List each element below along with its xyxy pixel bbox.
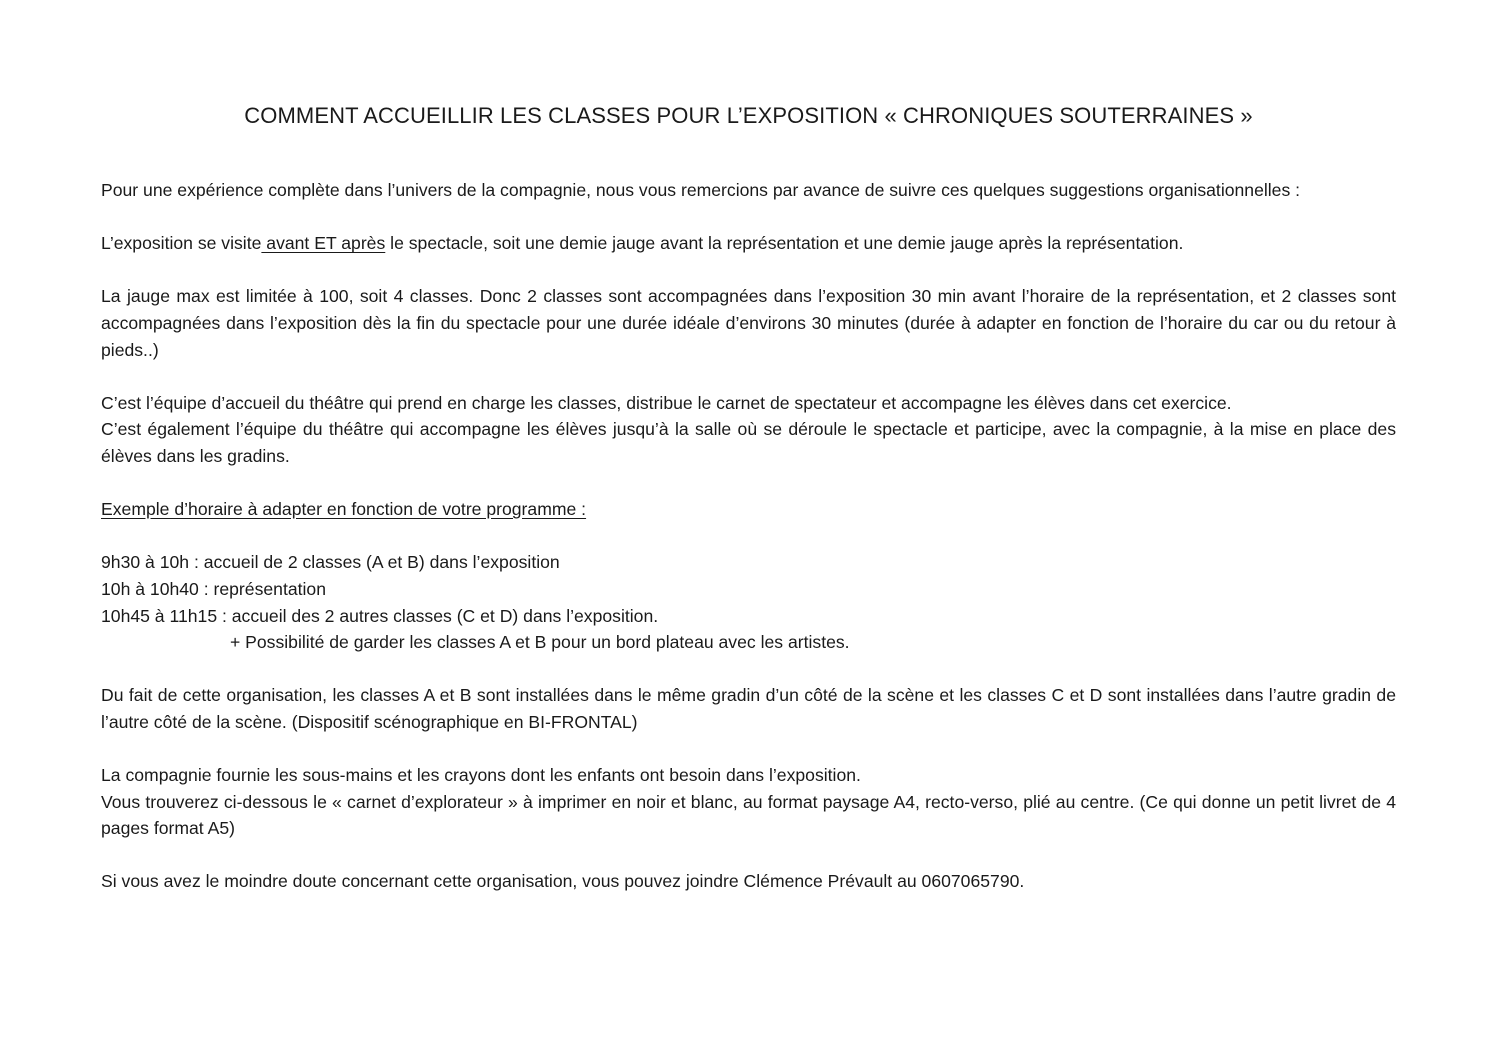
visit-text-underlined: avant ET après bbox=[261, 233, 386, 254]
team-line-2: C’est également l’équipe du théâtre qui accompagne les élèves jusqu’à la salle où se déroule le spectacle et participe, avec la compagnie, à la mise en place des élèves dans les gradins. bbox=[101, 419, 1396, 466]
schedule-item: 9h30 à 10h : accueil de 2 classes (A et B) dans l’exposition bbox=[101, 552, 560, 573]
team-paragraph bbox=[101, 390, 1396, 470]
capacity-paragraph: La jauge max est limitée à 100, soit 4 classes. Donc 2 classes sont accompagnées dans l’exposition 30 min avant l’horaire de la représentation, et 2 classes sont accompagnées dans l’exposition dès la fin du spectacle pour une durée idéale d’environs 30 minutes (durée à adapter en fonction de l’horaire du car ou du retour à pieds..) bbox=[101, 286, 1396, 360]
intro-paragraph: Pour une expérience complète dans l’univers de la compagnie, nous vous remercions par avance de suivre ces quelques suggestions organisationnelles : bbox=[101, 180, 1301, 200]
contact-paragraph: Si vous avez le moindre doute concernant cette organisation, vous pouvez joindre Clémence Prévault au 0607065790. bbox=[101, 871, 1025, 892]
schedule-item: 10h à 10h40 : représentation bbox=[101, 578, 326, 599]
team-line-1: C’est l’équipe d’accueil du théâtre qui prend en charge les classes, distribue le carnet de spectateur et accompagne les élèves dans cet exercice. bbox=[101, 392, 1232, 413]
materials-line-1: La compagnie fournie les sous-mains et les crayons dont les enfants ont besoin dans l’exposition. bbox=[101, 765, 861, 786]
schedule-list bbox=[101, 549, 1396, 655]
visit-paragraph bbox=[101, 230, 1396, 257]
schedule-item-note: + Possibilité de garder les classes A et B pour un bord plateau avec les artistes. bbox=[230, 632, 850, 653]
schedule-item: 10h45 à 11h15 : accueil des 2 autres classes (C et D) dans l’exposition. bbox=[101, 605, 659, 626]
schedule-heading-text: Exemple d’horaire à adapter en fonction de votre programme : bbox=[101, 499, 587, 520]
document-body bbox=[101, 177, 1396, 922]
materials-line-2: Vous trouverez ci-dessous le « carnet d’explorateur » à imprimer en noir et blanc, au format paysage A4, recto-verso, plié au centre. (Ce qui donne un petit livret de 4 pages format A5) bbox=[101, 791, 1396, 839]
visit-text-before: L’exposition se visite bbox=[101, 233, 262, 254]
visit-text-after: le spectacle, soit une demie jauge avant la représentation et une demie jauge après la représentation. bbox=[385, 233, 1184, 254]
schedule-heading bbox=[101, 496, 1396, 523]
seating-paragraph: Du fait de cette organisation, les classes A et B sont installées dans le même gradin d’un côté de la scène et les classes C et D sont installées dans l’autre gradin de l’autre côté de la scène. (Dispositif scénographique en BI-FRONTAL) bbox=[101, 685, 1396, 732]
materials-paragraph bbox=[101, 762, 1396, 842]
page-title: COMMENT ACCUEILLIR LES CLASSES POUR L’EXPOSITION « CHRONIQUES SOUTERRAINES » bbox=[244, 103, 1253, 128]
